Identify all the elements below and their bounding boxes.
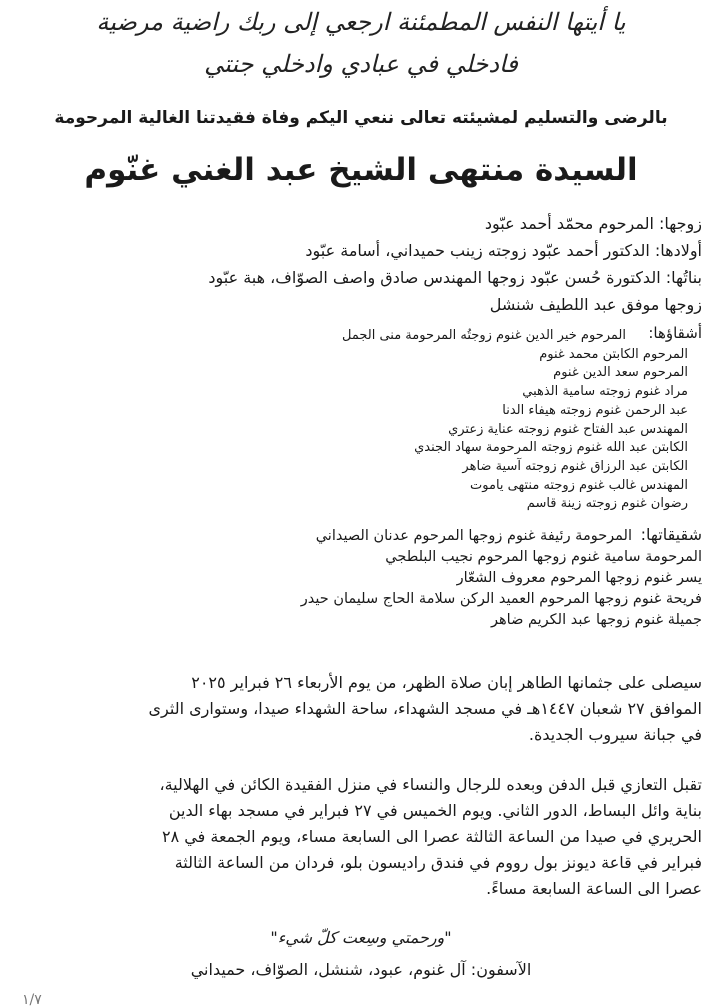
funeral-line-3: في جبانة سيروب الجديدة. (528, 725, 702, 744)
brother-row: المرحوم الكابتن محمد غنوم (539, 346, 688, 362)
daughters-text-1: الدكتورة حُسن عبّود زوجها المهندس صادق واصف الصوّاف، هبة عبّود (208, 268, 661, 287)
quran-verse-line-2: فادخلي في عبادي وادخلي جنتي (204, 50, 518, 78)
husband-line (20, 213, 702, 235)
closing-verse: "ورحمتي وسِعت كلّ شيء" (270, 928, 452, 947)
daughters-label: بناتُها: (665, 268, 702, 287)
condolences-line-2: بناية وائل البساط، الدور الثاني. ويوم الخميس في ٢٧ فبراير في مسجد بهاء الدين (168, 801, 702, 820)
condolences-paragraph (18, 772, 702, 902)
brother-row: عبد الرحمن غنوم زوجته هيفاء الدنا (502, 402, 688, 418)
announcement-intro: بالرضى والتسليم لمشيئته تعالى ننعي اليكم وفاة فقيدتنا الغالية المرحومة (54, 108, 668, 128)
funeral-paragraph (18, 670, 702, 748)
brothers-label: أشقاؤها: (648, 324, 702, 342)
brother-row: المهندس غالب غنوم زوجته منتهى ياموت (470, 477, 688, 493)
sister-row: المرحومة سامية غنوم زوجها المرحوم نجيب البلطجي (385, 549, 702, 565)
quran-verse-line-1: يا أيتها النفس المطمئنة ارجعي إلى ربك راضية مرضية (96, 8, 626, 36)
brother-row: المهندس عبد الفتاح غنوم زوجته عناية زعتري (448, 421, 688, 437)
sisters-label: شقيقاتها: (640, 525, 702, 544)
condolences-line-5: عصرا الى الساعة السابعة مساءً. (486, 879, 702, 898)
brother-row: رضوان غنوم زوجته زينة قاسم (526, 496, 688, 512)
funeral-line-2: الموافق ٢٧ شعبان ١٤٤٧هـ في مسجد الشهداء، ساحة الشهداء صيدا، وستوارى الثرى (148, 699, 702, 718)
funeral-line-1: سيصلى على جثمانها الطاهر إبان صلاة الظهر، من يوم الأربعاء ٢٦ فبراير ٢٠٢٥ (191, 673, 702, 692)
condolences-line-3: الحريري في صيدا من الساعة الثالثة عصرا الى السابعة مساء، ويوم الجمعة في ٢٨ (162, 827, 702, 846)
mourners-line: الآسفون: آل غنوم، عبود، شنشل، الصوّاف، حميداني (190, 960, 532, 979)
sister-row: يسر غنوم زوجها المرحوم معروف الشعّار (456, 570, 702, 586)
husband-text: المرحوم محمّد أحمد عبّود (484, 214, 654, 233)
sons-text: الدكتور أحمد عبّود زوجته زينب حميداني، أسامة عبّود (305, 241, 650, 260)
sister-row: المرحومة رئيفة غنوم زوجها المرحوم عدنان الصيداني (315, 528, 632, 544)
brother-row: الكابتن عبد الرزاق غنوم زوجته آسية ضاهر (462, 458, 688, 474)
sons-label: أولادها: (654, 241, 702, 260)
brothers-list (30, 327, 688, 514)
brother-row: المرحوم خير الدين غنوم زوجتُه المرحومة منى الجمل (342, 328, 626, 343)
brother-row: مراد غنوم زوجته سامية الذهبي (522, 384, 688, 400)
sister-row: فريحة غنوم زوجها المرحوم العميد الركن سلامة الحاج سليمان حيدر (300, 591, 702, 607)
deceased-name: السيدة منتهى الشيخ عبد الغني غنّوم (84, 152, 638, 188)
husband-label: زوجها: (659, 214, 702, 233)
brother-row: المرحوم سعد الدين غنوم (553, 365, 688, 381)
sisters-list (30, 526, 702, 631)
sister-row: جميلة غنوم زوجها عبد الكريم ضاهر (491, 612, 702, 628)
condolences-line-4: فبراير في قاعة ديونز بول رووم في فندق راديسون بلو، فردان من الساعة الثالثة (174, 853, 702, 872)
brother-row: الكابتن عبد الله غنوم زوجته المرحومة سهاد الجندي (414, 440, 688, 456)
corner-mark: ١/٧ (22, 992, 42, 1008)
condolences-line-1: تقبل التعازي قبل الدفن وبعده للرجال والنساء في منزل الفقيدة الكائن في الهلالية، (159, 775, 702, 794)
daughters-line-2: زوجها موفق عبد اللطيف شنشل (489, 295, 702, 314)
sons-line (20, 240, 702, 262)
daughters-line (20, 267, 702, 289)
